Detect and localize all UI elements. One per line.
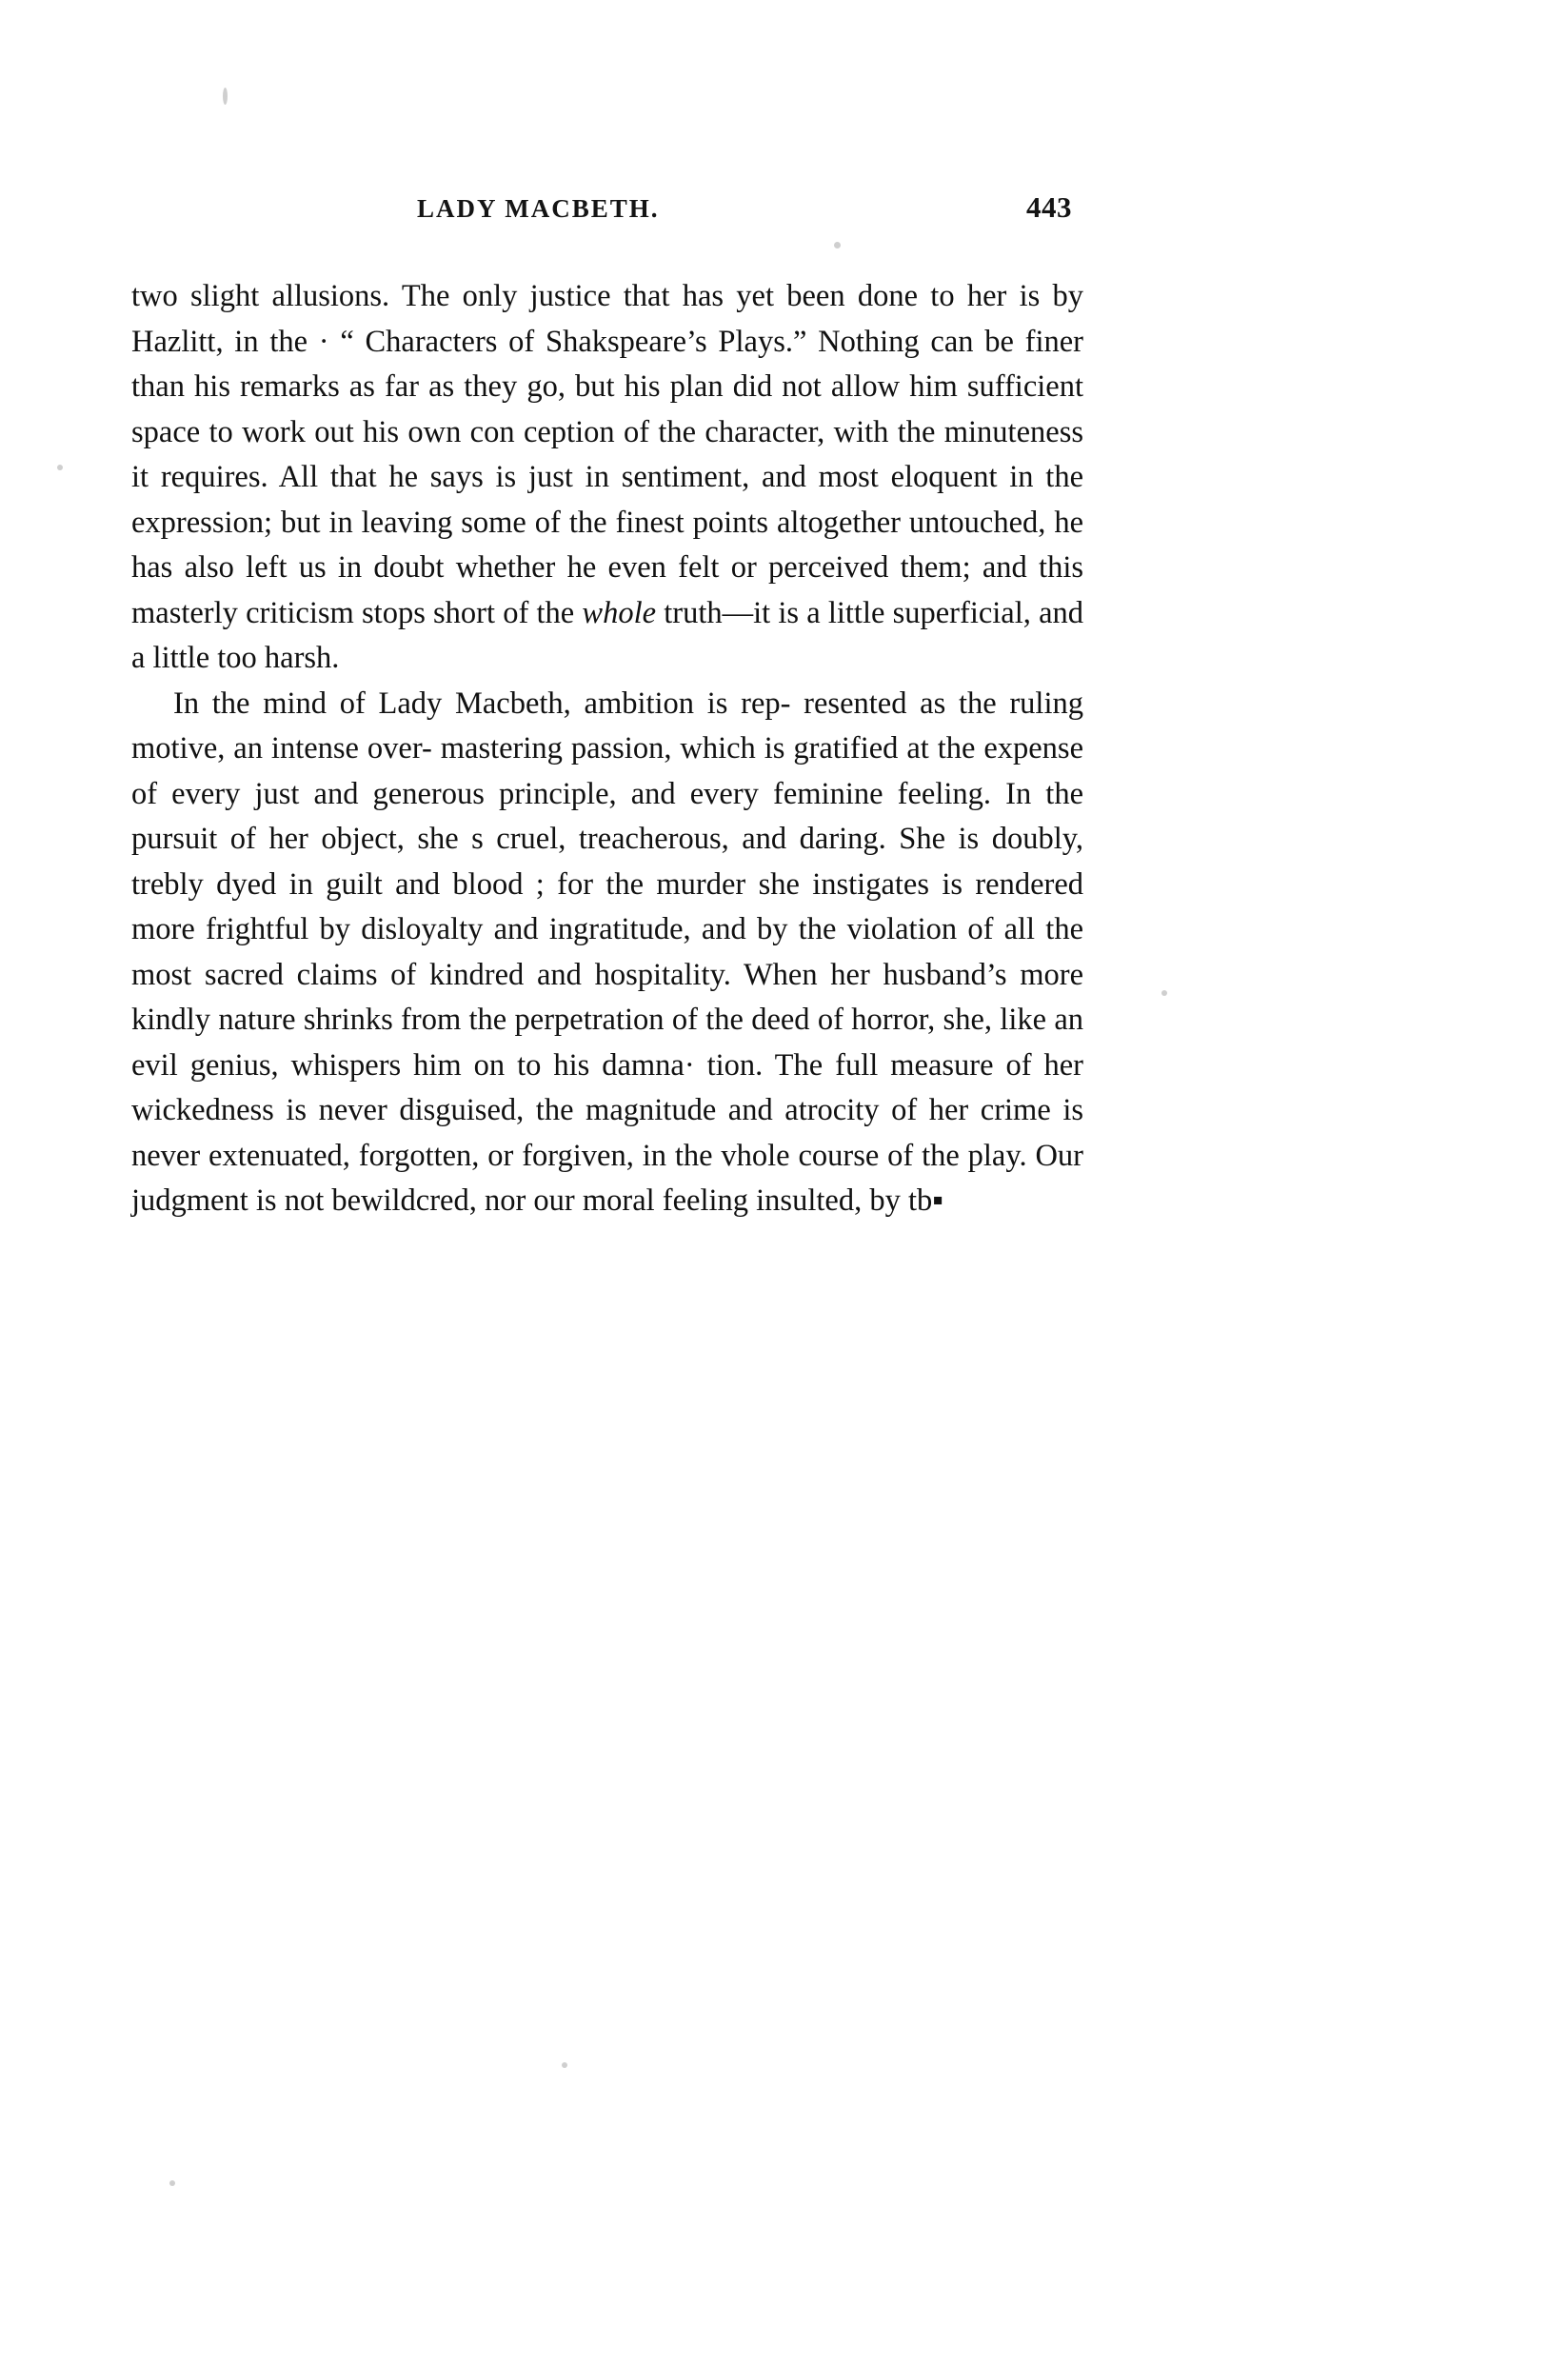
paragraph: [131, 682, 1083, 1224]
paper-speck: [223, 88, 228, 105]
body-text: [131, 274, 1083, 1224]
paper-speck: [57, 465, 63, 470]
text-run: truth—it is a little superficial, and a little too harsh.: [131, 595, 1084, 675]
page-header: [131, 190, 1083, 225]
paper-speck: [562, 2062, 567, 2068]
page-number: 443: [1026, 190, 1072, 224]
running-title: LADY MACBETH.: [417, 194, 660, 223]
paper-speck: [169, 2180, 175, 2186]
emphasis-text: whole: [582, 595, 657, 630]
text-run: two slight allusions. The only justice that has yet been done to her is by Hazlitt, in the · “ Characters of Shakspeare’s Plays.” Nothing can be finer than his remarks as far as they go, but his plan did not allow him sufficient space to work out his own con ception of the character, with the minuteness it requires. All that he says is just in sentiment, and most eloquent in the expression; but in leaving some of the finest points altogether untouched, he has also left us in doubt whether he even felt or perceived them; and this masterly criticism stops short of the: [131, 279, 1083, 630]
paper-speck: [1161, 990, 1167, 996]
page-content: [131, 190, 1083, 1224]
text-run: In the mind of Lady Macbeth, ambition is rep- resented as the ruling motive, an intense over- mastering passion, which is gratified at the expense of every just and generous principle, and every feminine feeling. In the pursuit of her object, she s cruel, treacherous, and daring. She is doubly, trebly dyed in guilt and blood ; for the murder she instigates is rendered more frightful by disloyalty and ingratitude, and by the violation of all the most sacred claims of kindred and hospitality. When her husband’s more kindly nature shrinks from the perpetration of the deed of horror, she, like an evil genius, whispers him on to his damna· tion. The full measure of her wickedness is never disguised, the magnitude and atrocity of her crime is never extenuated, forgotten, or forgiven, in the vhole course of the play. Our judgment is not bewildcred, nor our moral feeling insulted, by tb▪: [131, 686, 1083, 1218]
paragraph: [131, 274, 1083, 682]
